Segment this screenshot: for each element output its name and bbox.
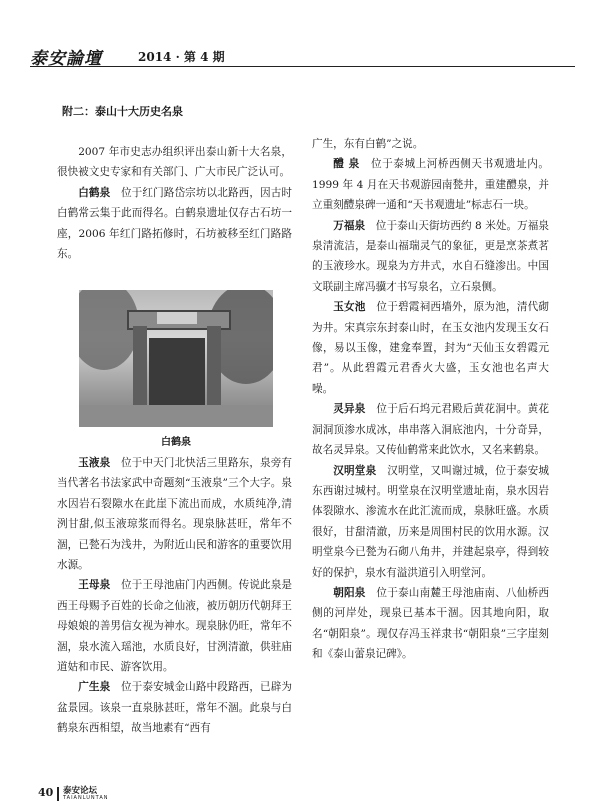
footer-divider: [57, 787, 59, 801]
footer-journal-name: 泰安论坛: [63, 786, 98, 796]
spring-name: 王母泉: [78, 579, 111, 592]
paragraph-yunv: [312, 297, 549, 399]
spring-name: 白鹤泉: [78, 186, 111, 199]
right-column: [312, 134, 549, 665]
page-number: 40: [38, 786, 54, 799]
paragraph-wanfu: [312, 216, 549, 298]
baihe-spring-photo: [79, 290, 273, 427]
paragraph-chaoyang: [312, 583, 549, 665]
spring-description: 位于泰山南麓王母池庙南、八仙桥西侧的河岸处，现泉已基本干涸。因其地向阳，取名“朝阳泉”。现仅存冯玉祥隶书“朝阳泉”三字崖刻和《泰山蕾泉记碑》。: [312, 586, 550, 661]
spring-name: 玉女池: [333, 301, 366, 314]
left-column-bottom: [57, 453, 292, 739]
paragraph-lingyi: [312, 399, 549, 460]
spring-name: 汉明堂泉: [333, 464, 377, 477]
spring-name: 朝阳泉: [333, 586, 366, 599]
paragraph-continuation: 广生，东有白鹤”之说。: [312, 138, 424, 150]
appendix-title: 附二：泰山十大历史名泉: [62, 105, 183, 118]
paragraph-baihe: [57, 183, 292, 265]
footer-journal-pinyin: TAIANLUNTAN: [63, 795, 109, 801]
header-rule: [30, 66, 575, 67]
paragraph-guangsheng: [57, 677, 292, 738]
spring-description: 位于泰城上河桥西侧天书观遗址内。1999 年 4 月在天书观游园南甃井，重建醴泉，并立重刻醴泉碑一通和“天书观遗址”标志石一块。: [312, 158, 550, 212]
spring-name: 万福泉: [333, 219, 366, 232]
paragraph-yuye: [57, 453, 292, 575]
paragraph-wangmu: [57, 575, 292, 677]
paragraph-li: [312, 154, 549, 215]
left-column-top: [57, 142, 292, 264]
spring-description: 位于泰安城金山路中段路西，已辟为盆景园。该泉一直泉脉甚旺，常年不涸。此泉与白鹤泉东西相望，故当地素有“西有: [57, 681, 293, 735]
photo-caption: 白鹤泉: [161, 437, 191, 448]
spring-name: 灵异泉: [333, 403, 366, 416]
spring-name: 广生泉: [78, 681, 111, 694]
intro-paragraph: 2007 年市史志办组织评出泰山新十大名泉，很快被文史专家和有关部门、广大市民广泛认可。: [57, 146, 292, 179]
journal-name: 泰安論壇: [30, 49, 102, 69]
spring-name: 醴 泉: [333, 158, 360, 171]
spring-name: 玉液泉: [78, 457, 111, 469]
spring-description: 位于王母池庙门内西侧。传说此泉是西王母赐予百姓的长命之仙液，被历朝历代朝拜王母娘娘的善男信女视为神水。现泉脉仍旺，常年不涸，泉水流入瑶池，水质良好，甘洌清澈，供驻庙道姑和市民、游客饮用。: [57, 579, 293, 674]
spring-description: 位于中天门北快活三里路东，泉旁有当代著名书法家武中奇题刻“玉液泉”三个大字。泉水因岩石裂隙水在此崖下流出而成，水质纯净,清洌甘甜,似玉液琼浆而得名。现泉脉甚旺，常年不涸，已甃石为浅井，为附近山民和游客的重要饮用水源。: [57, 457, 293, 572]
issue-number: 2014 · 第 4 期: [138, 50, 225, 64]
paragraph-hanming: [312, 461, 549, 583]
page-header: [20, 44, 575, 69]
spring-description: 位于泰山天街坊西约 8 米处。万福泉泉清流洁，是泰山福瑞灵气的象征，更是烹茶煮茗的玉液珍水。现泉为方井式，水自石缝渗出。中国文联副主席冯骥才书写泉名，立石泉侧。: [312, 219, 550, 293]
spring-description: 位于红门路岱宗坊以北路西，因古时白鹤常云集于此而得名。白鹤泉遗址仅存古石坊一座，2006 年红门路拓修时，石坊被移至红门路路东。: [57, 186, 293, 261]
spring-description: 位于后石坞元君殿后黄花洞中。黄花洞洞顶渗水成冰，串串落入洞底池内，十分奇异，故名灵异泉。又传仙鹤常来此饮水，又名来鹤泉。: [312, 403, 550, 457]
spring-description: 汉明堂，又叫谢过城，位于泰安城东西谢过城村。明堂泉在汉明堂遗址南，泉水因岩体裂隙水、渗流水在此汇流而成，泉脉旺盛。水质很好，甘甜清澈，历来是周围村民的饮用水源。汉明堂泉今已甃为石砌八角井，并建起泉亭，得到较好的保护，泉水有溢洪道引入明堂河。: [312, 464, 550, 579]
spring-description: 位于碧霞祠西墙外，原为池，清代砌为井。宋真宗东封泰山时，在玉女池内发现玉女石像，易以玉像，建龛奉置，封为“天仙玉女碧霞元君”。从此碧霞元君香火大盛，玉女池也名声大噪。: [312, 301, 550, 395]
